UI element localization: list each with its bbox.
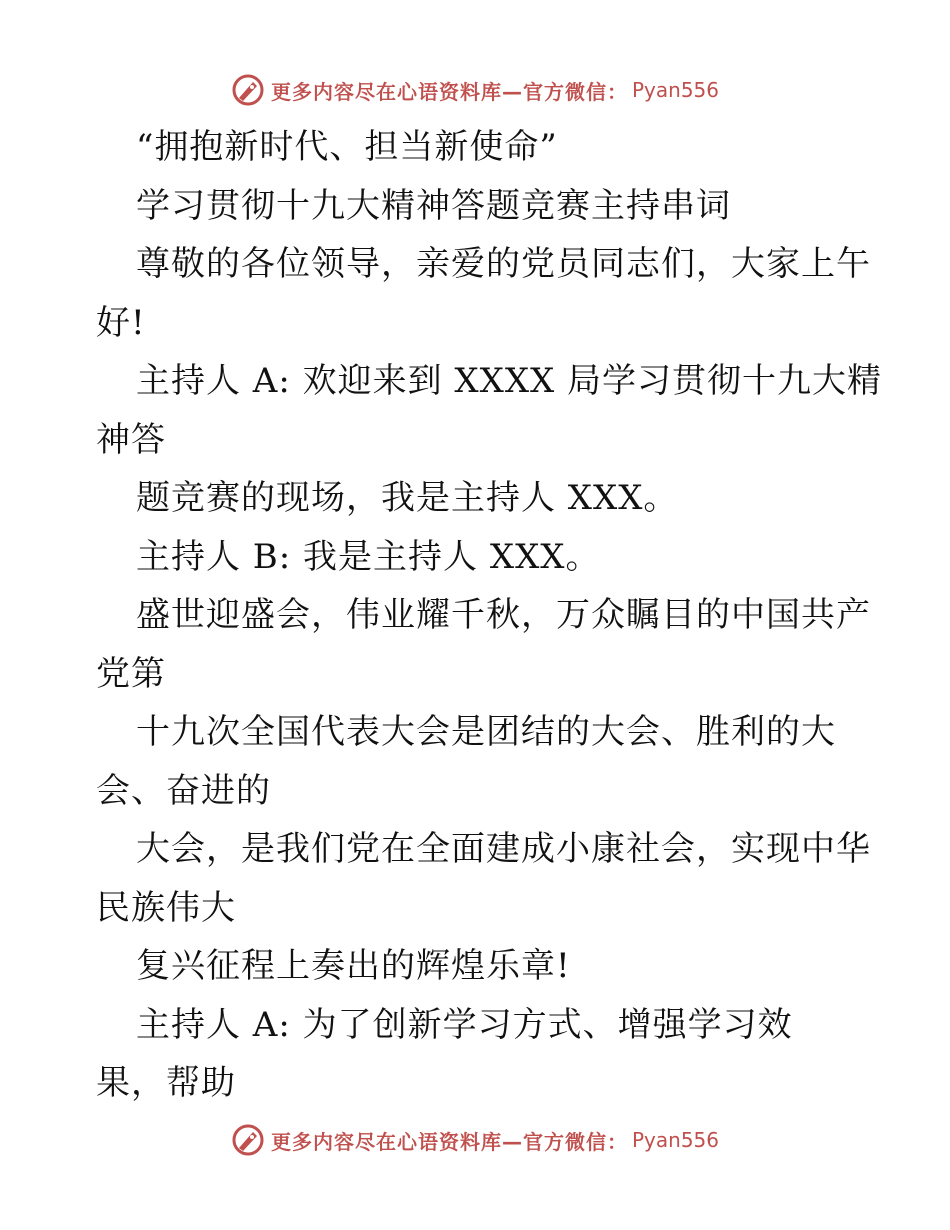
doc-line: 复兴征程上奏出的辉煌乐章! (136, 946, 571, 986)
banner-text: 更多内容尽在心语资料库—官方微信： (270, 79, 628, 104)
header-banner (0, 70, 950, 110)
doc-line: 主持人 B: 我是主持人 XXX。 (136, 536, 601, 577)
doc-line: 题竞赛的现场，我是主持人 XXX。 (136, 478, 679, 518)
doc-line: 果，帮助 (96, 1063, 236, 1103)
doc-subtitle: 学习贯彻十九大精神答题竞赛主持串词 (136, 185, 731, 226)
doc-line: 神答 (96, 419, 166, 460)
pen-logo-icon (231, 1123, 265, 1157)
doc-line: 十九次全国代表大会是团结的大会、胜利的大 (136, 712, 836, 752)
doc-line: 主持人 A: 欢迎来到 XXXX 局学习贯彻十九大精 (136, 361, 883, 401)
doc-line: 好! (96, 302, 146, 343)
doc-line: 尊敬的各位领导，亲爱的党员同志们，大家上午 (136, 244, 871, 284)
doc-line: 会、奋进的 (96, 770, 271, 811)
banner-wechat-id: Pyan556 (631, 1128, 719, 1152)
doc-line: 主持人 A: 为了创新学习方式、增强学习效 (136, 1004, 793, 1045)
footer-banner (0, 1120, 950, 1160)
doc-title: “拥抱新时代、担当新使命” (136, 127, 558, 167)
doc-line: 大会，是我们党在全面建成小康社会，实现中华 (136, 829, 871, 869)
document-body (96, 118, 883, 1113)
doc-line: 民族伟大 (96, 887, 236, 928)
pen-logo-icon (231, 73, 265, 107)
doc-line: 盛世迎盛会，伟业耀千秋，万众瞩目的中国共产 (136, 595, 871, 635)
banner-wechat-id: Pyan556 (631, 78, 719, 102)
doc-line: 党第 (96, 653, 166, 694)
banner-text: 更多内容尽在心语资料库—官方微信： (270, 1129, 628, 1154)
